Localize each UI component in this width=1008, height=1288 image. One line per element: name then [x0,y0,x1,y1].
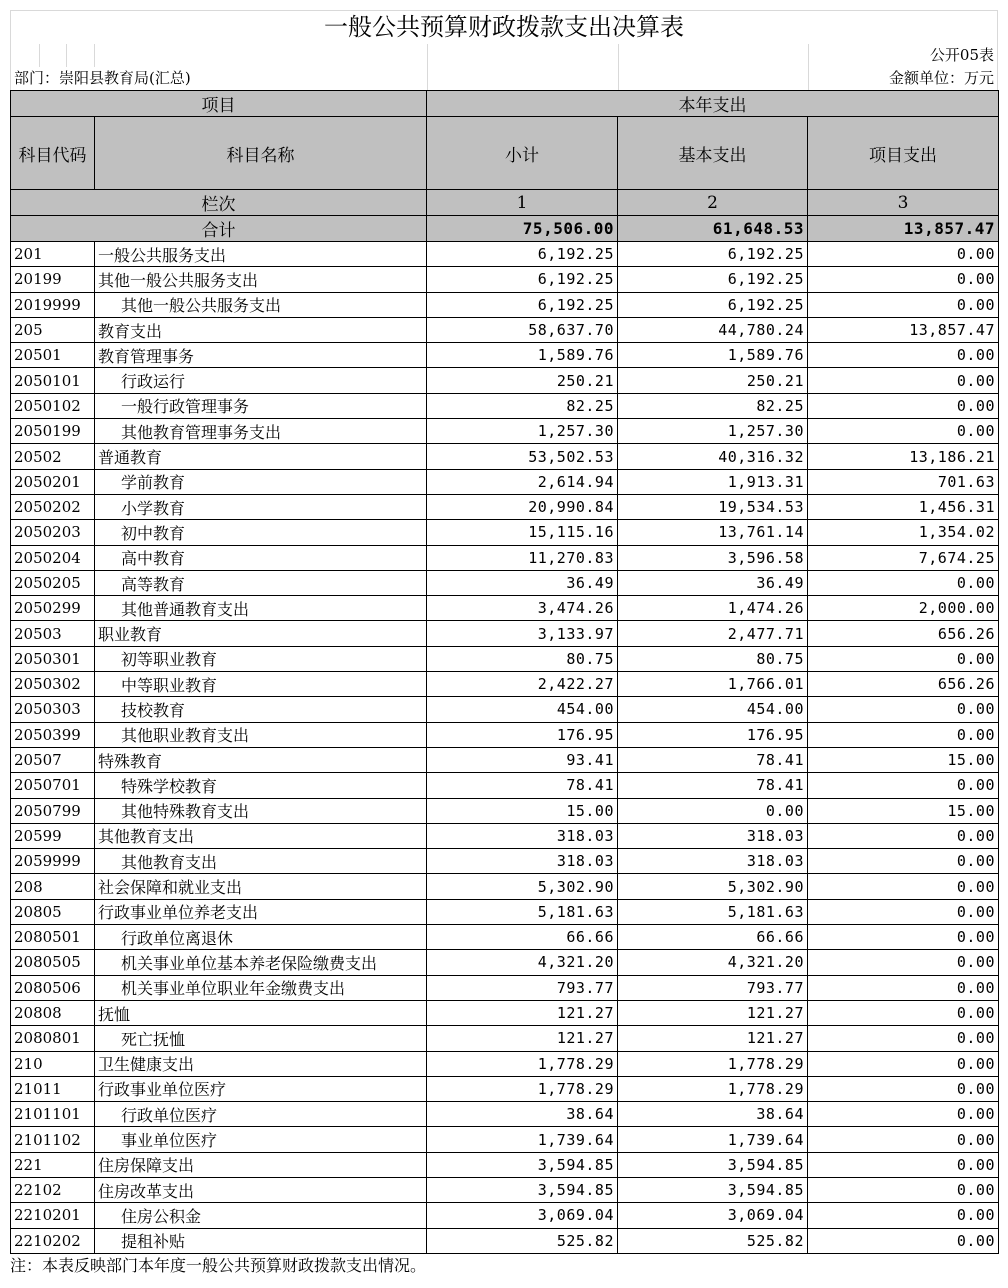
table-row [11,697,999,722]
row-project: 1,456.31 [808,494,999,519]
header-current-year: 本年支出 [427,91,999,117]
row-name: 行政单位离退休 [95,925,427,950]
table-row [11,292,999,317]
row-code: 221 [11,1152,95,1177]
row-code: 2050201 [11,469,95,494]
row-name: 抚恤 [95,1000,427,1025]
table-row [11,1127,999,1152]
row-name: 提租补贴 [95,1228,427,1253]
row-basic: 454.00 [618,697,808,722]
row-project: 15.00 [808,798,999,823]
row-basic: 82.25 [618,393,808,418]
row-code: 2101101 [11,1102,95,1127]
table-row [11,1000,999,1025]
row-project: 0.00 [808,1076,999,1101]
table-row [11,520,999,545]
row-name: 其他教育支出 [95,823,427,848]
row-basic: 1,257.30 [618,419,808,444]
row-code: 2050205 [11,570,95,595]
row-project: 0.00 [808,1026,999,1051]
row-basic: 6,192.25 [618,292,808,317]
row-project: 0.00 [808,1152,999,1177]
row-basic: 38.64 [618,1102,808,1127]
spreadsheet [10,10,998,1254]
row-project: 656.26 [808,621,999,646]
table-row [11,267,999,292]
row-basic: 0.00 [618,798,808,823]
row-name: 机关事业单位基本养老保险缴费支出 [95,950,427,975]
row-basic: 6,192.25 [618,242,808,267]
row-name: 其他一般公共服务支出 [95,292,427,317]
row-code: 2050203 [11,520,95,545]
row-name: 事业单位医疗 [95,1127,427,1152]
row-basic: 176.95 [618,722,808,747]
row-code: 210 [11,1051,95,1076]
table-row [11,444,999,469]
row-subtotal: 11,270.83 [427,545,618,570]
row-subtotal: 793.77 [427,975,618,1000]
row-basic: 2,477.71 [618,621,808,646]
total-basic: 61,648.53 [618,216,808,242]
row-basic: 318.03 [618,849,808,874]
row-subtotal: 3,594.85 [427,1177,618,1202]
row-subtotal: 66.66 [427,925,618,950]
row-project: 0.00 [808,292,999,317]
row-basic: 525.82 [618,1228,808,1253]
row-code: 2210201 [11,1203,95,1228]
row-subtotal: 121.27 [427,1026,618,1051]
row-basic: 121.27 [618,1026,808,1051]
row-code: 20199 [11,267,95,292]
row-basic: 1,589.76 [618,343,808,368]
row-code: 2080501 [11,925,95,950]
table-row [11,242,999,267]
row-project: 0.00 [808,1228,999,1253]
row-subtotal: 4,321.20 [427,950,618,975]
row-project: 656.26 [808,672,999,697]
row-basic: 3,594.85 [618,1152,808,1177]
table-row [11,317,999,342]
row-code: 2050204 [11,545,95,570]
table-row [11,393,999,418]
row-subtotal: 36.49 [427,570,618,595]
row-name: 学前教育 [95,469,427,494]
row-subtotal: 1,257.30 [427,419,618,444]
table-row [11,494,999,519]
row-code: 2050199 [11,419,95,444]
table-row [11,925,999,950]
row-project: 0.00 [808,343,999,368]
row-name: 其他教育管理事务支出 [95,419,427,444]
row-project: 2,000.00 [808,596,999,621]
table-row [11,1102,999,1127]
row-subtotal: 176.95 [427,722,618,747]
row-code: 2080505 [11,950,95,975]
table-row [11,646,999,671]
row-project: 0.00 [808,242,999,267]
row-project: 0.00 [808,1051,999,1076]
row-name: 其他教育支出 [95,849,427,874]
row-subtotal: 93.41 [427,747,618,772]
row-name: 一般行政管理事务 [95,393,427,418]
row-code: 22102 [11,1177,95,1202]
header-item: 项目 [11,91,427,117]
row-code: 201 [11,242,95,267]
row-code: 20507 [11,747,95,772]
row-project: 0.00 [808,368,999,393]
row-code: 2210202 [11,1228,95,1253]
row-basic: 6,192.25 [618,267,808,292]
row-project: 0.00 [808,899,999,924]
row-basic: 1,766.01 [618,672,808,697]
row-subtotal: 3,594.85 [427,1152,618,1177]
row-subtotal: 82.25 [427,393,618,418]
row-project: 0.00 [808,646,999,671]
row-name: 行政事业单位医疗 [95,1076,427,1101]
row-subtotal: 318.03 [427,823,618,848]
row-subtotal: 121.27 [427,1000,618,1025]
row-code: 208 [11,874,95,899]
row-code: 20808 [11,1000,95,1025]
table-note: 注：本表反映部门本年度一般公共预算财政拨款支出情况。 [10,1256,427,1275]
row-code: 2059999 [11,849,95,874]
table-row [11,343,999,368]
row-name: 小学教育 [95,494,427,519]
row-basic: 80.75 [618,646,808,671]
row-subtotal: 3,069.04 [427,1203,618,1228]
header-subtotal: 小计 [427,117,618,190]
row-subtotal: 2,422.27 [427,672,618,697]
row-code: 2050102 [11,393,95,418]
row-code: 2019999 [11,292,95,317]
row-basic: 121.27 [618,1000,808,1025]
header-project: 项目支出 [808,117,999,190]
table-row [11,823,999,848]
row-basic: 5,302.90 [618,874,808,899]
row-name: 其他职业教育支出 [95,722,427,747]
row-code: 20805 [11,899,95,924]
row-name: 中等职业教育 [95,672,427,697]
row-project: 0.00 [808,823,999,848]
row-code: 2050303 [11,697,95,722]
row-subtotal: 15,115.16 [427,520,618,545]
header-column-no: 栏次 [11,190,427,216]
row-code: 2101102 [11,1127,95,1152]
row-subtotal: 2,614.94 [427,469,618,494]
row-basic: 3,594.85 [618,1177,808,1202]
row-subtotal: 15.00 [427,798,618,823]
row-name: 住房保障支出 [95,1152,427,1177]
row-code: 20599 [11,823,95,848]
row-subtotal: 250.21 [427,368,618,393]
row-project: 0.00 [808,975,999,1000]
row-subtotal: 5,302.90 [427,874,618,899]
row-subtotal: 1,739.64 [427,1127,618,1152]
table-row [11,975,999,1000]
row-basic: 3,596.58 [618,545,808,570]
row-project: 0.00 [808,1177,999,1202]
row-code: 2050302 [11,672,95,697]
table-row [11,874,999,899]
row-name: 行政运行 [95,368,427,393]
row-subtotal: 1,589.76 [427,343,618,368]
total-row [11,216,999,242]
total-label: 合计 [11,216,427,242]
header-code: 科目代码 [11,117,95,190]
table-row [11,570,999,595]
row-project: 0.00 [808,419,999,444]
row-name: 高等教育 [95,570,427,595]
row-basic: 13,761.14 [618,520,808,545]
row-subtotal: 1,778.29 [427,1076,618,1101]
row-name: 其他一般公共服务支出 [95,267,427,292]
table-row [11,1228,999,1253]
row-code: 2050799 [11,798,95,823]
header-col1: 1 [427,190,618,216]
table-row [11,798,999,823]
row-project: 0.00 [808,950,999,975]
table-row [11,849,999,874]
form-number-row [10,44,998,67]
row-basic: 5,181.63 [618,899,808,924]
row-subtotal: 318.03 [427,849,618,874]
row-name: 初等职业教育 [95,646,427,671]
row-code: 20501 [11,343,95,368]
table-row [11,773,999,798]
row-basic: 44,780.24 [618,317,808,342]
row-basic: 40,316.32 [618,444,808,469]
table-title: 一般公共预算财政拨款支出决算表 [10,10,998,44]
row-project: 0.00 [808,1127,999,1152]
row-subtotal: 6,192.25 [427,292,618,317]
row-basic: 1,778.29 [618,1076,808,1101]
row-project: 15.00 [808,747,999,772]
row-name: 其他特殊教育支出 [95,798,427,823]
row-project: 0.00 [808,267,999,292]
row-code: 205 [11,317,95,342]
row-subtotal: 6,192.25 [427,267,618,292]
amount-unit: 金额单位：万元 [888,69,994,87]
row-project: 1,354.02 [808,520,999,545]
row-subtotal: 58,637.70 [427,317,618,342]
row-name: 社会保障和就业支出 [95,874,427,899]
row-code: 2050301 [11,646,95,671]
row-project: 13,186.21 [808,444,999,469]
row-basic: 1,739.64 [618,1127,808,1152]
row-name: 住房改革支出 [95,1177,427,1202]
row-code: 21011 [11,1076,95,1101]
table-row [11,1076,999,1101]
header-name: 科目名称 [95,117,427,190]
row-basic: 793.77 [618,975,808,1000]
table-row [11,950,999,975]
row-code: 2080801 [11,1026,95,1051]
row-subtotal: 454.00 [427,697,618,722]
header-col3: 3 [808,190,999,216]
row-code: 2080506 [11,975,95,1000]
table-row [11,621,999,646]
row-name: 特殊学校教育 [95,773,427,798]
row-code: 20503 [11,621,95,646]
row-subtotal: 1,778.29 [427,1051,618,1076]
row-project: 7,674.25 [808,545,999,570]
row-name: 死亡抚恤 [95,1026,427,1051]
row-name: 初中教育 [95,520,427,545]
row-project: 0.00 [808,393,999,418]
row-basic: 1,474.26 [618,596,808,621]
row-code: 2050299 [11,596,95,621]
table-row [11,747,999,772]
row-project: 0.00 [808,722,999,747]
row-name: 住房公积金 [95,1203,427,1228]
row-subtotal: 20,990.84 [427,494,618,519]
row-name: 一般公共服务支出 [95,242,427,267]
table-row [11,899,999,924]
row-project: 0.00 [808,570,999,595]
row-code: 2050101 [11,368,95,393]
table-row [11,672,999,697]
row-subtotal: 3,133.97 [427,621,618,646]
table-row [11,1177,999,1202]
row-project: 0.00 [808,1000,999,1025]
row-subtotal: 78.41 [427,773,618,798]
table-row [11,368,999,393]
row-name: 特殊教育 [95,747,427,772]
row-project: 0.00 [808,697,999,722]
row-subtotal: 6,192.25 [427,242,618,267]
row-name: 其他普通教育支出 [95,596,427,621]
row-basic: 1,778.29 [618,1051,808,1076]
table-row [11,1203,999,1228]
form-number: 公开05表 [929,46,994,64]
department-label: 部门：崇阳县教育局(汇总) [14,69,191,87]
row-project: 0.00 [808,874,999,899]
table-row [11,1051,999,1076]
row-basic: 78.41 [618,747,808,772]
row-name: 高中教育 [95,545,427,570]
row-subtotal: 80.75 [427,646,618,671]
row-name: 行政事业单位养老支出 [95,899,427,924]
row-name: 普通教育 [95,444,427,469]
expenditure-table [10,90,999,1254]
total-subtotal: 75,506.00 [427,216,618,242]
row-project: 0.00 [808,925,999,950]
row-name: 职业教育 [95,621,427,646]
row-name: 行政单位医疗 [95,1102,427,1127]
table-row [11,596,999,621]
row-project: 0.00 [808,773,999,798]
row-basic: 78.41 [618,773,808,798]
table-body [11,242,999,1254]
row-subtotal: 53,502.53 [427,444,618,469]
header-col2: 2 [618,190,808,216]
row-subtotal: 38.64 [427,1102,618,1127]
row-basic: 1,913.31 [618,469,808,494]
row-project: 0.00 [808,1203,999,1228]
table-row [11,1152,999,1177]
row-subtotal: 525.82 [427,1228,618,1253]
row-basic: 318.03 [618,823,808,848]
table-row [11,545,999,570]
table-row [11,469,999,494]
department-row [10,67,998,90]
row-basic: 3,069.04 [618,1203,808,1228]
row-project: 13,857.47 [808,317,999,342]
row-basic: 4,321.20 [618,950,808,975]
row-code: 2050701 [11,773,95,798]
total-project: 13,857.47 [808,216,999,242]
row-name: 教育管理事务 [95,343,427,368]
row-basic: 19,534.53 [618,494,808,519]
row-basic: 66.66 [618,925,808,950]
row-basic: 36.49 [618,570,808,595]
row-project: 0.00 [808,849,999,874]
row-subtotal: 5,181.63 [427,899,618,924]
table-row [11,722,999,747]
row-basic: 250.21 [618,368,808,393]
row-project: 701.63 [808,469,999,494]
header-basic: 基本支出 [618,117,808,190]
row-name: 教育支出 [95,317,427,342]
row-name: 机关事业单位职业年金缴费支出 [95,975,427,1000]
table-row [11,1026,999,1051]
row-code: 20502 [11,444,95,469]
row-code: 2050202 [11,494,95,519]
table-row [11,419,999,444]
row-subtotal: 3,474.26 [427,596,618,621]
row-name: 卫生健康支出 [95,1051,427,1076]
row-code: 2050399 [11,722,95,747]
row-project: 0.00 [808,1102,999,1127]
row-name: 技校教育 [95,697,427,722]
